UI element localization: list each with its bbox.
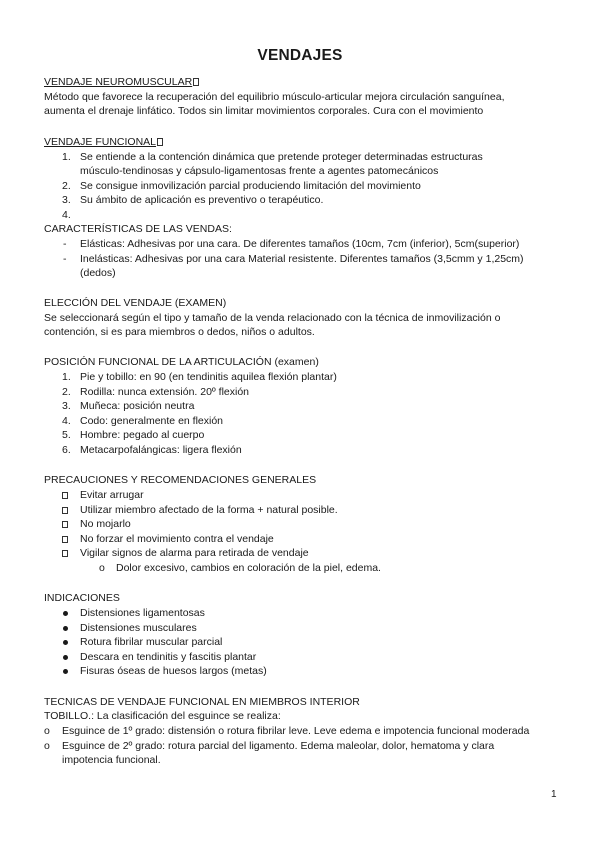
eleccion-line-2: contención, si es para miembros o dedos, niños o adultos. (44, 326, 315, 338)
box-bullet-icon (62, 550, 68, 557)
list-item-text: músculo-tendinosas y cápsulo-ligamentosas frente a agentes patomecánicos (80, 165, 439, 177)
posicion-heading: POSICIÓN FUNCIONAL DE LA ARTICULACIÓN (examen) (44, 356, 319, 368)
list-number: 4. (62, 209, 71, 221)
list-item-text: Codo: generalmente en flexión (80, 415, 224, 427)
box-bullet-icon (62, 507, 68, 514)
list-number: 2. (62, 386, 71, 398)
list-item-text: Muñeca: posición neutra (80, 400, 195, 412)
neuromuscular-line-2: aumenta el drenaje linfático. Todos sin limitar movimientos corporales. Cura con el movimiento (44, 105, 484, 117)
list-item-text: Elásticas: Adhesivas por una cara. De diferentes tamaños (10cm, 7cm (inferior), 5cm(superior) (80, 238, 520, 250)
box-bullet-icon (62, 521, 68, 528)
sub-bullet: o (99, 562, 105, 574)
list-item-text: Esguince de 1º grado: distensión o rotura fibrilar leve. Leve edema e impotencia funcional moderada (62, 725, 530, 737)
list-item-text: Rodilla: nunca extensión. 20º flexión (80, 386, 250, 398)
checkbox-glyph-icon (157, 138, 163, 146)
precauciones-heading: PRECAUCIONES Y RECOMENDACIONES GENERALES (44, 474, 317, 486)
tecnicas-subheading: TOBILLO.: La clasificación del esguince se realiza: (44, 710, 281, 722)
list-item-text: impotencia funcional. (62, 754, 161, 766)
dash-bullet: - (63, 253, 67, 265)
list-number: 6. (62, 444, 71, 456)
bullet-dot-icon (63, 626, 68, 631)
box-bullet-icon (62, 536, 68, 543)
page-title: VENDAJES (257, 47, 343, 64)
list-number: 1. (62, 371, 71, 383)
list-item-text: Su ámbito de aplicación es preventivo o terapéutico. (80, 194, 324, 206)
sub-bullet: o (44, 740, 50, 752)
list-item-text: Inelásticas: Adhesivas por una cara Material resistente. Diferentes tamaños (3,5cmm y 1,25cm) (80, 253, 524, 265)
list-item-text: Hombre: pegado al cuerpo (80, 429, 205, 441)
list-item-text: Esguince de 2º grado: rotura parcial del ligamento. Edema maleolar, dolor, hematoma y clara (62, 740, 495, 752)
tecnicas-heading: TECNICAS DE VENDAJE FUNCIONAL EN MIEMBROS INTERIOR (44, 696, 360, 708)
list-item-text: Utilizar miembro afectado de la forma + natural posible. (80, 504, 338, 516)
sub-bullet: o (44, 725, 50, 737)
eleccion-line-1: Se seleccionará según el tipo y tamaño de la venda relacionado con la técnica de inmovilización o (44, 312, 501, 324)
page-number: 1 (551, 789, 557, 800)
list-item-text: Se entiende a la contención dinámica que pretende proteger determinadas estructuras (80, 151, 483, 163)
bullet-dot-icon (63, 669, 68, 674)
list-number: 1. (62, 151, 71, 163)
list-item-text: No forzar el movimiento contra el vendaje (80, 533, 274, 545)
list-number: 4. (62, 415, 71, 427)
list-number: 3. (62, 194, 71, 206)
checkbox-glyph-icon (193, 78, 199, 86)
list-number: 2. (62, 180, 71, 192)
neuromuscular-line-1: Método que favorece la recuperación del equilibrio músculo-articular mejora circulación sanguínea, (44, 91, 505, 103)
list-number: 3. (62, 400, 71, 412)
box-bullet-icon (62, 492, 68, 499)
dash-bullet: - (63, 238, 67, 250)
list-item-text: Se consigue inmovilización parcial produciendo limitación del movimiento (80, 180, 421, 192)
bullet-dot-icon (63, 655, 68, 660)
list-item-text: Fisuras óseas de huesos largos (metas) (80, 665, 267, 677)
caracteristicas-heading: CARACTERÍSTICAS DE LAS VENDAS: (44, 223, 232, 235)
list-item-text: Distensiones musculares (80, 622, 197, 634)
list-item-text: Descara en tendinitis y fascitis plantar (80, 651, 257, 663)
list-item-text: No mojarlo (80, 518, 131, 530)
list-item-text: Pie y tobillo: en 90 (en tendinitis aquilea flexión plantar) (80, 371, 337, 383)
list-item-text: Distensiones ligamentosas (80, 607, 205, 619)
bullet-dot-icon (63, 640, 68, 645)
eleccion-heading: ELECCIÓN DEL VENDAJE (EXAMEN) (44, 297, 227, 309)
list-item-text: (dedos) (80, 267, 116, 279)
neuromuscular-heading: VENDAJE NEUROMUSCULAR (44, 76, 199, 89)
list-number: 5. (62, 429, 71, 441)
list-item-text: Evitar arrugar (80, 489, 144, 501)
list-item-text: Metacarpofalángicas: ligera flexión (80, 444, 242, 456)
bullet-dot-icon (63, 611, 68, 616)
funcional-heading: VENDAJE FUNCIONAL (44, 136, 163, 149)
list-item-text: Vigilar signos de alarma para retirada de vendaje (80, 547, 309, 559)
indicaciones-heading: INDICACIONES (44, 592, 120, 604)
list-subitem-text: Dolor excesivo, cambios en coloración de la piel, edema. (116, 562, 381, 574)
list-item-text: Rotura fibrilar muscular parcial (80, 636, 223, 648)
